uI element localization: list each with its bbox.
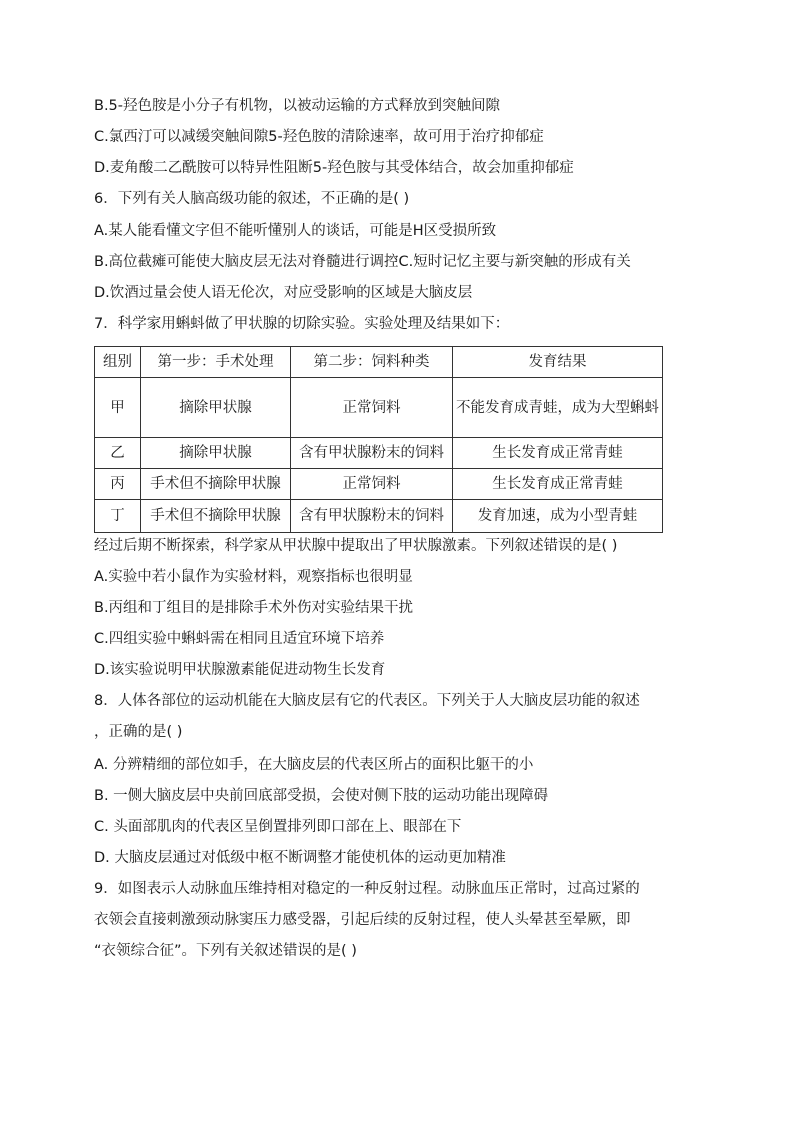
experiment-table: [94, 346, 663, 533]
table-cell: 甲: [95, 378, 141, 438]
table-cell: 生长发育成正常青蛙: [453, 438, 663, 469]
q8-stem: 8．人体各部位的运动机能在大脑皮层有它的代表区。下列关于人大脑皮层功能的叙述: [94, 693, 640, 709]
q7-option-c: C.四组实验中蝌蚪需在相同且适宜环境下培养: [94, 631, 385, 647]
table-header-cell: 组别: [95, 347, 141, 378]
table-cell: 摘除甲状腺: [141, 438, 291, 469]
q6-option-a: A.某人能看懂文字但不能听懂别人的谈话，可能是H区受损所致: [94, 223, 497, 239]
q7-option-a: A.实验中若小鼠作为实验材料，观察指标也很明显: [94, 569, 413, 585]
table-cell: 手术但不摘除甲状腺: [141, 469, 291, 500]
table-row: [95, 378, 663, 438]
q6-option-d: D.饮酒过量会使人语无伦次，对应受影响的区域是大脑皮层: [94, 285, 473, 301]
table-row: [95, 500, 663, 533]
table-cell: 不能发育成青蛙，成为大型蝌蚪: [453, 378, 663, 438]
q8-option-a: A. 分辨精细的部位如手，在大脑皮层的代表区所占的面积比躯干的小: [94, 757, 534, 773]
q7-stem: 7．科学家用蝌蚪做了甲状腺的切除实验。实验处理及结果如下：: [94, 316, 510, 332]
table-cell: 丙: [95, 469, 141, 500]
table-header-cell: 第二步：饲料种类: [291, 347, 453, 378]
table-header-cell: 发育结果: [453, 347, 663, 378]
q9-stem: 9．如图表示人动脉血压维持相对稳定的一种反射过程。动脉血压正常时，过高过紧的: [94, 881, 640, 897]
q5-option-c: C.氯西汀可以减缓突触间隙5-羟色胺的清除速率，故可用于治疗抑郁症: [94, 129, 544, 145]
q8-option-d: D. 大脑皮层通过对低级中枢不断调整才能使机体的运动更加精准: [94, 850, 506, 866]
table-cell: 乙: [95, 438, 141, 469]
q8-stem-cont: ，正确的是( ): [94, 724, 183, 740]
q8-option-c: C. 头面部肌肉的代表区呈倒置排列即口部在上、眼部在下: [94, 819, 462, 835]
q8-option-b: B. 一侧大脑皮层中央前回底部受损，会使对侧下肢的运动功能出现障碍: [94, 788, 549, 804]
table-cell: 正常饲料: [291, 378, 453, 438]
q6-option-b-c: B.高位截瘫可能使大脑皮层无法对脊髓进行调控C.短时记忆主要与新突触的形成有关: [94, 254, 631, 270]
table-cell: 正常饲料: [291, 469, 453, 500]
q7-question: 经过后期不断探索，科学家从甲状腺中提取出了甲状腺激素。下列叙述错误的是( ): [94, 538, 618, 554]
q9-question: “衣领综合征”。下列有关叙述错误的是( ): [94, 943, 357, 959]
table-cell: 含有甲状腺粉末的饲料: [291, 500, 453, 533]
table-cell: 发育加速，成为小型青蛙: [453, 500, 663, 533]
table-cell: 丁: [95, 500, 141, 533]
table-cell: 摘除甲状腺: [141, 378, 291, 438]
q5-option-b: B.5-羟色胺是小分子有机物，以被动运输的方式释放到突触间隙: [94, 98, 501, 114]
q7-option-d: D.该实验说明甲状腺激素能促进动物生长发育: [94, 662, 386, 678]
table-header-row: [95, 347, 663, 378]
table-header-cell: 第一步：手术处理: [141, 347, 291, 378]
table-row: [95, 469, 663, 500]
table-cell: 生长发育成正常青蛙: [453, 469, 663, 500]
table-cell: 含有甲状腺粉末的饲料: [291, 438, 453, 469]
table-row: [95, 438, 663, 469]
q7-option-b: B.丙组和丁组目的是排除手术外伤对实验结果干扰: [94, 600, 414, 616]
q9-stem-cont: 衣领会直接刺激颈动脉窦压力感受器，引起后续的反射过程，使人头晕甚至晕厥，即: [94, 912, 631, 928]
table-cell: 手术但不摘除甲状腺: [141, 500, 291, 533]
q5-option-d: D.麦角酸二乙酰胺可以特异性阻断5-羟色胺与其受体结合，故会加重抑郁症: [94, 160, 574, 176]
q6-stem: 6．下列有关人脑高级功能的叙述，不正确的是( ): [94, 191, 410, 207]
